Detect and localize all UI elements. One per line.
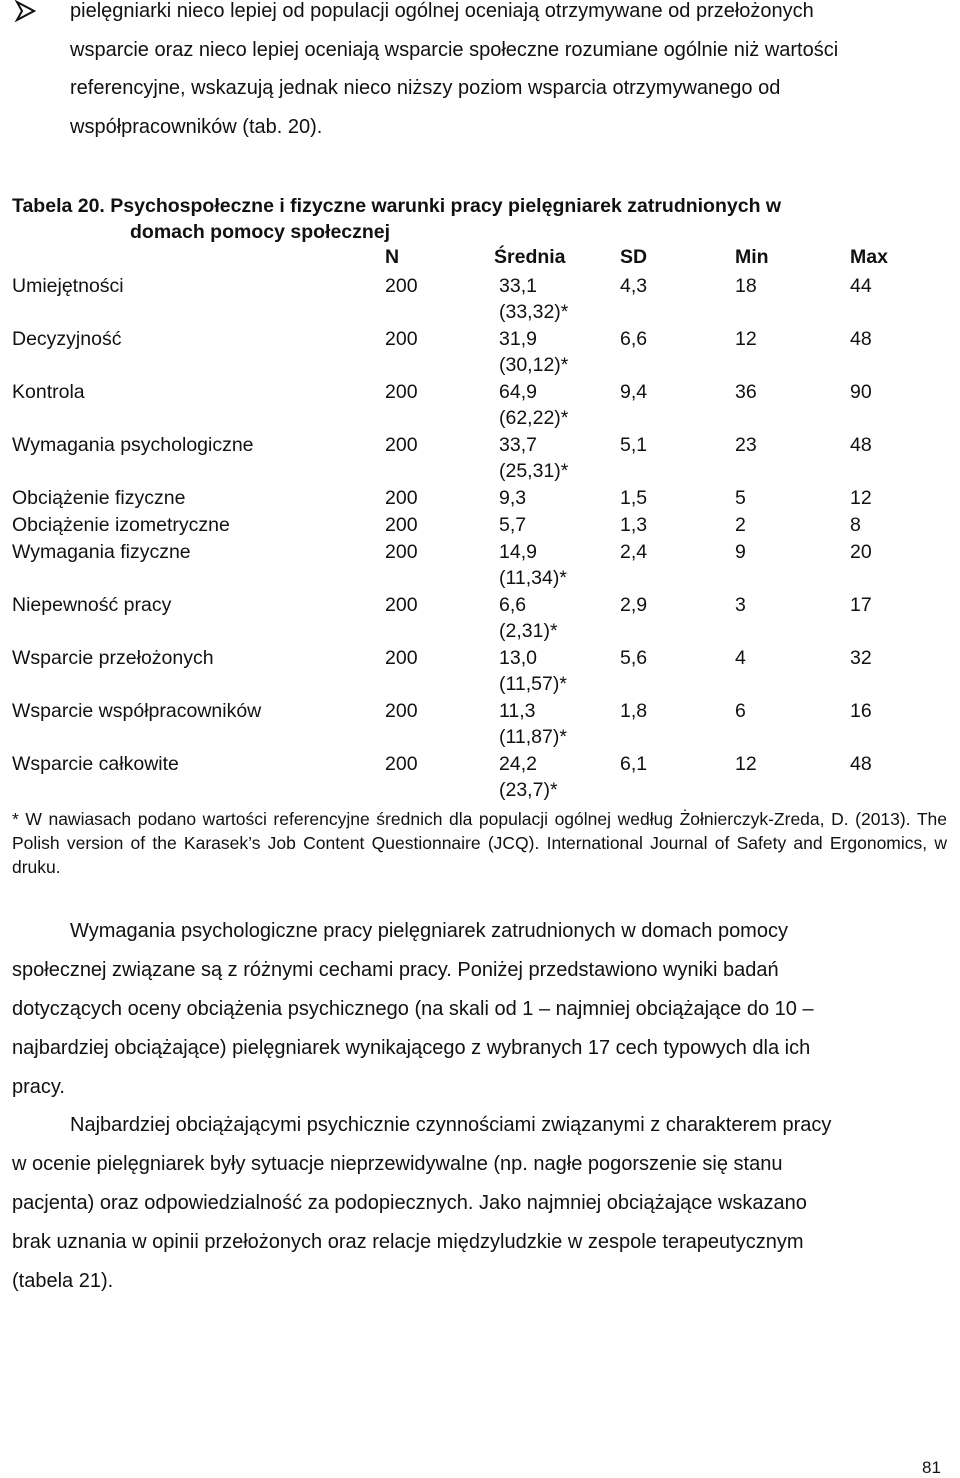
paragraph-line: w ocenie pielęgniarek były sytuacje nieprzewidywalne (np. nagłe pogorszenie się stanu — [12, 1153, 783, 1175]
row-reference-mean: (2,31)* — [499, 620, 558, 642]
row-mean: 6,6 — [499, 594, 527, 616]
row-label: Obciążenie fizyczne — [12, 487, 186, 509]
row-reference-mean: (11,87)* — [499, 726, 567, 748]
row-sd: 5,6 — [620, 647, 648, 669]
row-n: 200 — [385, 753, 418, 775]
row-reference-mean: (11,34)* — [499, 567, 567, 589]
row-mean: 14,9 — [499, 541, 537, 563]
row-n: 200 — [385, 647, 418, 669]
row-n: 200 — [385, 434, 418, 456]
row-label: Wsparcie współpracowników — [12, 700, 262, 722]
table-footnote: * W nawiasach podano wartości referencyjne średnich dla populacji ogólnej według Żołnierczyk-Zreda, D. (2013). The Polish version of the Karasek’s Job Content Questionnaire (JCQ). International Journal of Safety and Ergonomics, w druku. — [12, 809, 947, 877]
row-label: Kontrola — [12, 381, 85, 403]
row-min: 12 — [735, 328, 757, 350]
row-min: 5 — [735, 487, 746, 509]
paragraph-line: pacjenta) oraz odpowiedzialność za podopiecznych. Jako najmniej obciążające wskazano — [12, 1192, 807, 1214]
paragraph-line: Najbardziej obciążającymi psychicznie czynnościami związanymi z charakterem pracy — [70, 1114, 832, 1136]
paragraph-line: Wymagania psychologiczne pracy pielęgniarek zatrudnionych w domach pomocy — [70, 920, 788, 942]
row-mean: 64,9 — [499, 381, 537, 403]
row-label: Obciążenie izometryczne — [12, 514, 230, 536]
intro-line: wsparcie oraz nieco lepiej oceniają wsparcie społeczne rozumiane ogólnie niż wartości — [70, 39, 839, 61]
row-sd: 6,1 — [620, 753, 648, 775]
row-label: Niepewność pracy — [12, 594, 172, 616]
row-sd: 5,1 — [620, 434, 648, 456]
row-sd: 2,9 — [620, 594, 648, 616]
row-max: 8 — [850, 514, 861, 536]
row-sd: 9,4 — [620, 381, 648, 403]
row-mean: 5,7 — [499, 514, 527, 536]
row-mean: 13,0 — [499, 647, 537, 669]
paragraph-line: pracy. — [12, 1076, 65, 1098]
header-max: Max — [850, 246, 888, 268]
table-caption-label: Tabela 20. — [12, 195, 105, 217]
paragraph-line: (tabela 21). — [12, 1270, 114, 1292]
row-mean: 31,9 — [499, 328, 537, 350]
row-n: 200 — [385, 541, 418, 563]
row-min: 6 — [735, 700, 746, 722]
table-caption-title: Psychospołeczne i fizyczne warunki pracy pielęgniarek zatrudnionych w — [110, 195, 782, 217]
row-label: Wymagania psychologiczne — [12, 434, 254, 456]
row-mean: 11,3 — [499, 700, 536, 722]
intro-line: współpracowników (tab. 20). — [70, 116, 323, 138]
table-caption — [12, 193, 947, 245]
intro-line: pielęgniarki nieco lepiej od populacji ogólnej oceniają otrzymywane od przełożonych — [70, 0, 814, 22]
header-sd: SD — [620, 246, 648, 268]
row-label: Decyzyjność — [12, 328, 122, 350]
row-n: 200 — [385, 381, 418, 403]
row-max: 20 — [850, 541, 872, 563]
row-sd: 1,5 — [620, 487, 648, 509]
row-min: 9 — [735, 541, 746, 563]
row-min: 3 — [735, 594, 746, 616]
paragraph-2 — [12, 1112, 944, 1302]
row-mean: 33,1 — [499, 275, 537, 297]
row-min: 18 — [735, 275, 757, 297]
row-n: 200 — [385, 275, 418, 297]
row-label: Umiejętności — [12, 275, 124, 297]
row-max: 32 — [850, 647, 872, 669]
row-sd: 1,8 — [620, 700, 648, 722]
row-n: 200 — [385, 487, 418, 509]
row-max: 48 — [850, 434, 872, 456]
intro-line: referencyjne, wskazują jednak nieco niższy poziom wsparcia otrzymywanego od — [70, 77, 781, 99]
row-max: 17 — [850, 594, 872, 616]
page-number: 81 — [922, 1458, 941, 1477]
row-reference-mean: (33,32)* — [499, 301, 569, 323]
row-min: 4 — [735, 647, 746, 669]
header-min: Min — [735, 246, 769, 268]
row-n: 200 — [385, 514, 418, 536]
row-sd: 2,4 — [620, 541, 648, 563]
row-reference-mean: (62,22)* — [499, 407, 569, 429]
header-n: N — [385, 246, 400, 268]
row-mean: 9,3 — [499, 487, 527, 509]
row-label: Wymagania fizyczne — [12, 541, 191, 563]
row-sd: 6,6 — [620, 328, 648, 350]
row-min: 23 — [735, 434, 757, 456]
row-reference-mean: (25,31)* — [499, 460, 569, 482]
row-max: 90 — [850, 381, 872, 403]
header-mean: Średnia — [494, 246, 566, 268]
row-min: 36 — [735, 381, 757, 403]
row-sd: 1,3 — [620, 514, 648, 536]
paragraph-line: dotyczących oceny obciążenia psychicznego (na skali od 1 – najmniej obciążające do 10 – — [12, 998, 814, 1020]
paragraph-line: najbardziej obciążające) pielęgniarek wynikającego z wybranych 17 cech typowych dla ich — [12, 1037, 811, 1059]
arrow-bullet-icon — [14, 0, 36, 22]
paragraph-line: społecznej związane są z różnymi cechami pracy. Poniżej przedstawiono wyniki badań — [12, 959, 779, 981]
row-min: 2 — [735, 514, 746, 536]
row-label: Wsparcie przełożonych — [12, 647, 214, 669]
row-n: 200 — [385, 700, 418, 722]
row-label: Wsparcie całkowite — [12, 753, 179, 775]
row-sd: 4,3 — [620, 275, 648, 297]
row-n: 200 — [385, 594, 418, 616]
table-caption-title-cont: domach pomocy społecznej — [130, 221, 391, 243]
row-min: 12 — [735, 753, 757, 775]
row-reference-mean: (11,57)* — [499, 673, 567, 695]
row-reference-mean: (23,7)* — [499, 779, 558, 801]
row-max: 12 — [850, 487, 872, 509]
row-reference-mean: (30,12)* — [499, 354, 569, 376]
paragraph-line: brak uznania w opinii przełożonych oraz relacje międzyludzkie w zespole terapeutycznym — [12, 1231, 804, 1253]
row-max: 44 — [850, 275, 872, 297]
row-n: 200 — [385, 328, 418, 350]
row-max: 16 — [850, 700, 872, 722]
row-max: 48 — [850, 328, 872, 350]
paragraph-1 — [12, 918, 944, 1108]
row-mean: 33,7 — [499, 434, 537, 456]
row-max: 48 — [850, 753, 872, 775]
row-mean: 24,2 — [499, 753, 537, 775]
